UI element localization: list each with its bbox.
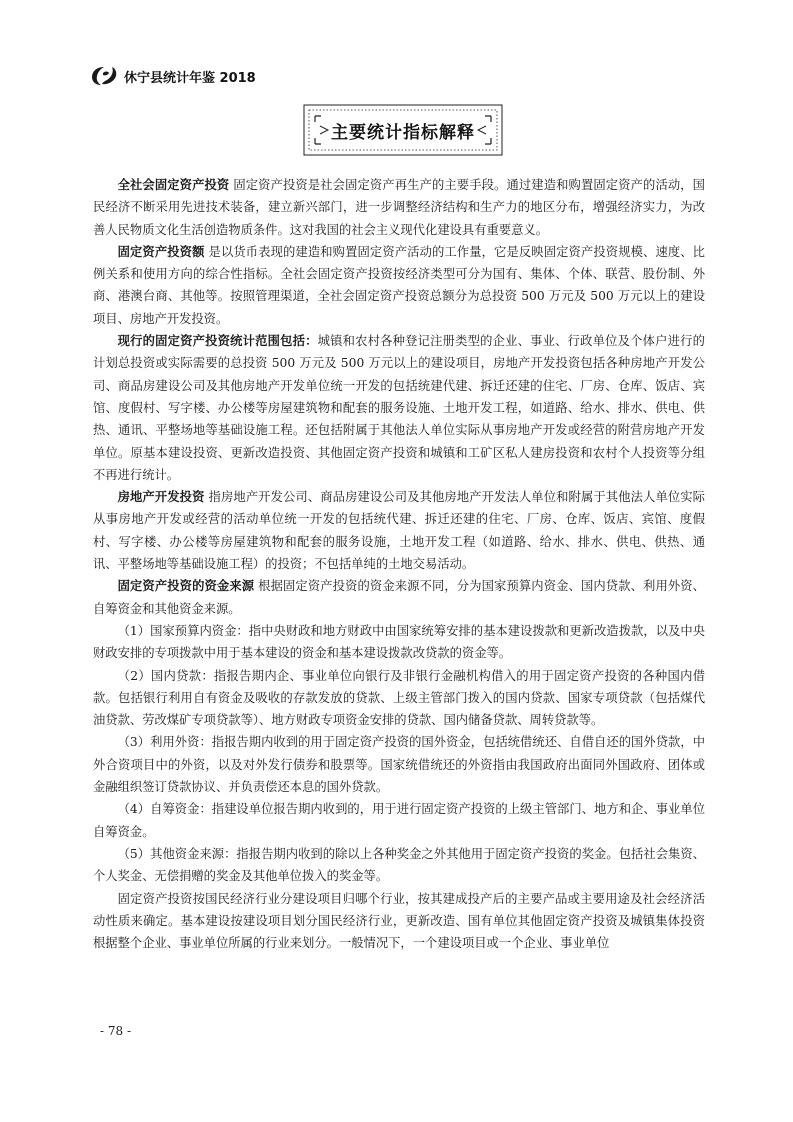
term-heading: 房地产开发投资 [117,490,205,505]
paragraph-text: 根据固定资产投资的资金来源不同，分为国家预算内资金、国内贷款、利用外资、自筹资金和其他资金来源。 [93,579,705,616]
paragraph [93,888,705,955]
paragraph [93,620,705,665]
term-heading: 全社会固定资产投资 [117,178,230,192]
paragraph-text: 城镇和农村各种登记注册类型的企业、事业、行政单位及个体户进行的计划总投资或实际需要的总投资 500 万元及 500 万元以上的建设项目，房地产开发投资包括各种房地产开发公司、商品房建设公司及其他房地产开发单位统一开发的包括统建代建、拆迁还建的住宅、厂房、仓库、饭店、宾馆、度假村、写字楼、办公楼等房屋建筑物和配套的服务设施、土地开发工程，如道路、给水、排水、供电、供热、通讯、平整场地等基础设施工程。还包括附属于其他法人单位实际从事房地产开发或经营的附营房地产开发单位。原基本建设投资、更新改造投资、其他固定资产投资和城镇和工矿区私人建房投资和农村个人投资等分组不再进行统计。 [93,334,705,482]
paragraph-text: （1）国家预算内资金：指中央财政和地方财政中由国家统筹安排的基本建设拨款和更新改造拨款，以及中央财政安排的专项拨款中用于基本建设的资金和基本建设拨款改贷款的资金等。 [93,623,705,661]
page-header [90,62,256,90]
yearbook-title: 休宁县统计年鉴 2018 [124,70,256,86]
paragraph [93,665,705,732]
paragraph [93,798,705,843]
paragraph [93,486,705,575]
paragraph-text: 固定资产投资按国民经济行业分建设项目归哪个行业，按其建成投产后的主要产品或主要用途及社会经济活动性质来确定。基本建设按建设项目划分国民经济行业，更新改造、国有单位其他固定资产投资及城镇集体投资根据整个企业、事业单位所属的行业来划分。一般情况下，一个建设项目或一个企业、事业单位 [93,891,705,951]
paragraph [93,241,705,330]
paragraph [93,330,705,486]
paragraph [93,731,705,798]
paragraph-text: 指房地产开发公司、商品房建设公司及其他房地产开发法人单位和附属于其他法人单位实际从事房地产开发或经营的活动单位统一开发的包括统代建、拆迁还建的住宅、厂房、仓库、饭店、宾馆、度假村、写字楼、办公楼等房屋建筑物和配套的服务设施，土地开发工程（如道路、给水、排水、供电、供热、通讯、平整场地等基础设施工程）的投资；不包括单纯的土地交易活动。 [93,490,705,572]
paragraph-text: （5）其他资金来源：指报告期内收到的除以上各种奖金之外其他用于固定资产投资的奖金。包括社会集资、个人奖金、无偿捐赠的奖金及其他单位拨入的奖金等。 [93,846,705,884]
paragraph-text: （3）利用外资：指报告期内收到的用于固定资产投资的国外资金，包括统借统还、自借自还的国外贷款，中外合资项目中的外资，以及对外发行债券和股票等。国家统借统还的外资指由我国政府出面同外国政府、团体或金融组织签订贷款协议、并负责偿还本息的国外贷款。 [93,735,705,795]
paragraph-text: （4）自筹资金：指建设单位报告期内收到的，用于进行固定资产投资的上级主管部门、地方和企、事业单位自筹资金。 [93,802,705,839]
yearbook-logo-icon [90,64,120,88]
term-heading: 固定资产投资额 [117,244,205,259]
page-number: - 78 - [100,1024,132,1038]
term-heading: 现行的固定资产投资统计范围包括： [117,334,318,349]
paragraph [93,174,705,241]
paragraph [93,575,705,620]
paragraph-text: （2）国内贷款：指报告期内企、事业单位向银行及非银行金融机构借入的用于固定资产投资的各种国内借款。包括银行利用自有资金及吸收的存款发放的贷款、上级主管部门拨入的国内贷款、国家专项贷款（包括煤代油贷款、劳改煤矿专项贷款等）、地方财政专项资金安排的贷款、国内储备贷款、周转贷款等。 [93,668,705,728]
main-content [93,174,705,954]
section-title: 主要统计指标解释 [331,122,475,143]
paragraph-text: 是以货币表现的建造和购置固定资产活动的工作量，它是反映固定资产投资规模、速度、比例关系和使用方向的综合性指标。全社会固定资产投资按经济类型可分为国有、集体、个体、联营、股份制、外商、港澳台商、其他等。按照管理渠道，全社会固定资产投资总额分为总投资 500 万元及 500 万元以上的建设项目、房地产开发投资。 [93,244,705,326]
section-title-box [303,104,503,156]
term-heading: 固定资产投资的资金来源 [117,579,255,594]
paragraph-text: 固定资产投资是社会固定资产再生产的主要手段。通过建造和购置固定资产的活动，国民经济不断采用先进技术装备，建立新兴部门，进一步调整经济结构和生产力的地区分布，增强经济实力，为改善人民物质文化生活创造物质条件。这对我国的社会主义现代化建设具有重要意义。 [93,178,705,237]
paragraph [93,843,705,888]
